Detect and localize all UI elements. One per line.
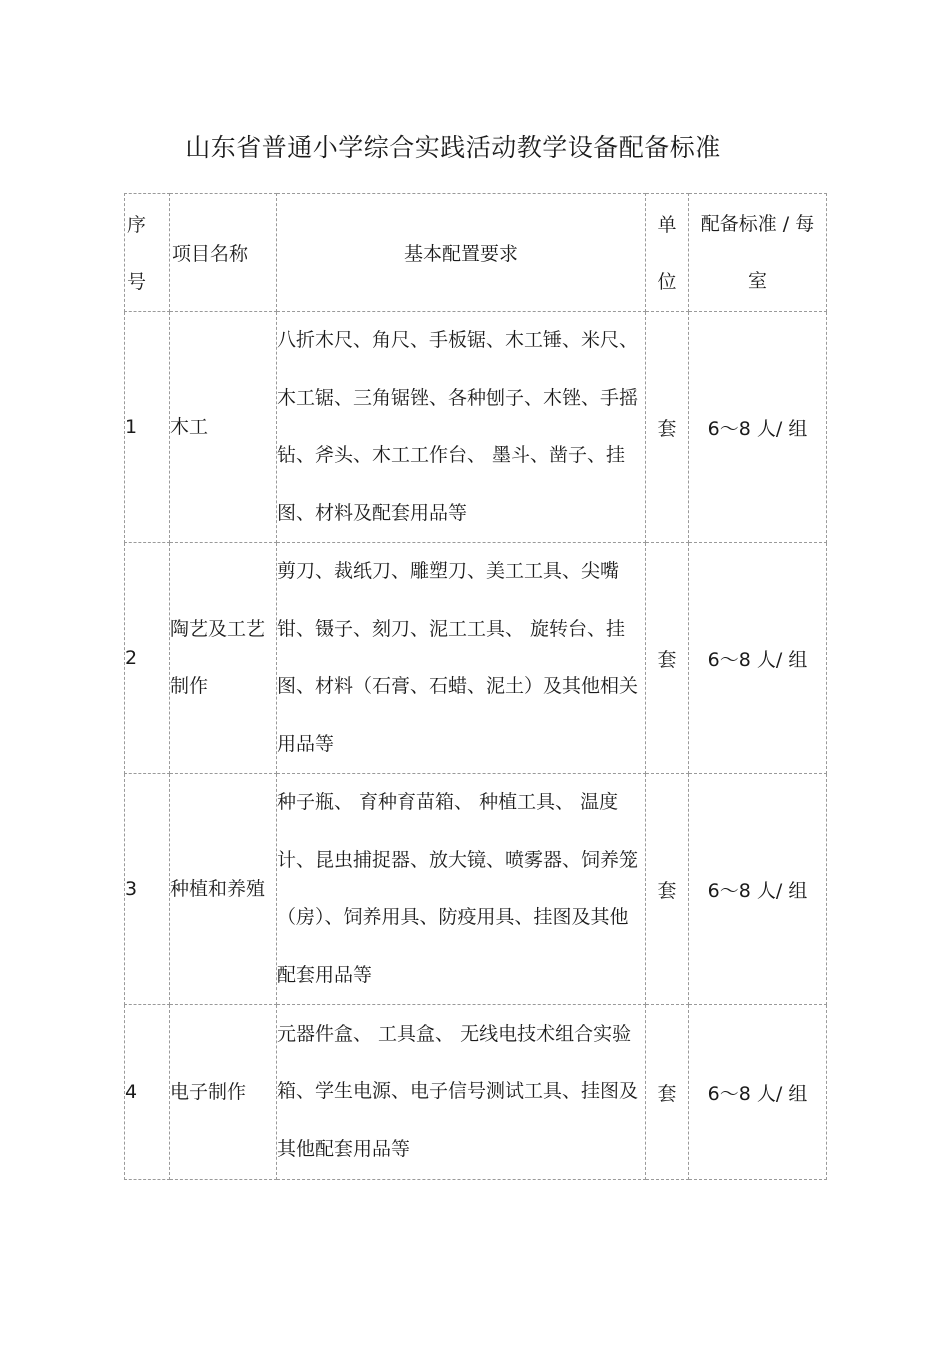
row-standard: 6～8 人/ 组 (689, 1005, 827, 1180)
header-item-name: 项目名称 (170, 194, 277, 312)
row-unit: 套 (646, 312, 689, 543)
header-standard: 配备标准 / 每 室 (689, 194, 827, 312)
row-item-name: 木工 (170, 312, 277, 543)
table-row (125, 1005, 827, 1180)
row-requirements: 种子瓶、 育种育苗箱、 种植工具、 温度计、昆虫捕捉器、放大镜、喷雾器、饲养笼（房）、饲养用具、防疫用具、挂图及其他配套用品等 (277, 774, 646, 1005)
table-row (125, 543, 827, 774)
row-item-name: 陶艺及工艺制作 (170, 543, 277, 774)
table-header-row (125, 194, 827, 312)
row-unit: 套 (646, 774, 689, 1005)
row-item-name: 电子制作 (170, 1005, 277, 1180)
header-unit: 单 位 (646, 194, 689, 312)
header-requirements: 基本配置要求 (277, 194, 646, 312)
row-standard: 6～8 人/ 组 (689, 774, 827, 1005)
row-unit: 套 (646, 543, 689, 774)
table-row (125, 774, 827, 1005)
row-requirements: 元器件盒、 工具盒、 无线电技术组合实验箱、学生电源、电子信号测试工具、挂图及其他配套用品等 (277, 1005, 646, 1180)
row-serial-number: 4 (125, 1005, 170, 1180)
row-serial-number: 2 (125, 543, 170, 774)
row-requirements: 八折木尺、角尺、手板锯、木工锤、米尺、木工锯、三角锯锉、各种刨子、木锉、手摇钻、斧头、木工工作台、 墨斗、凿子、挂图、材料及配套用品等 (277, 312, 646, 543)
row-standard: 6～8 人/ 组 (689, 543, 827, 774)
table-row (125, 312, 827, 543)
equipment-standard-table (124, 193, 827, 1180)
row-unit: 套 (646, 1005, 689, 1180)
row-serial-number: 3 (125, 774, 170, 1005)
row-requirements: 剪刀、裁纸刀、雕塑刀、美工工具、尖嘴钳、镊子、刻刀、泥工工具、 旋转台、挂图、材料（石膏、石蜡、泥土）及其他相关用品等 (277, 543, 646, 774)
row-item-name: 种植和养殖 (170, 774, 277, 1005)
header-serial-number: 序 号 (125, 194, 170, 312)
document-title: 山东省普通小学综合实践活动教学设备配备标准 (185, 133, 721, 162)
row-serial-number: 1 (125, 312, 170, 543)
row-standard: 6～8 人/ 组 (689, 312, 827, 543)
